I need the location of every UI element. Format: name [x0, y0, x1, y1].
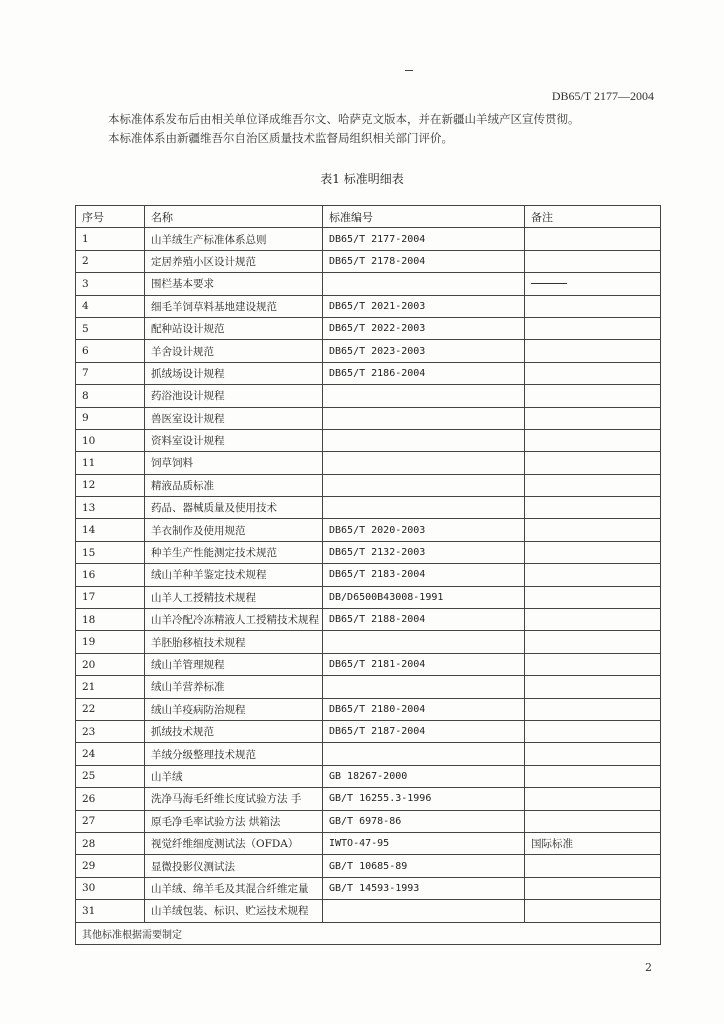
cell-name: 配种站设计规范: [145, 317, 323, 339]
cell-no: 10: [76, 429, 145, 451]
cell-code: GB/T 10685-89: [323, 855, 525, 877]
table-row: [76, 295, 661, 317]
cell-name: 围栏基本要求: [145, 273, 323, 295]
cell-no: 29: [76, 855, 145, 877]
cell-note: [525, 743, 661, 765]
cell-code: [323, 452, 525, 474]
cell-no: 15: [76, 541, 145, 563]
intro-line-1: 本标准体系发布后由相关单位译成维吾尔文、哈萨克文版本，并在新疆山羊绒产区宣传贯彻。: [108, 112, 580, 126]
cell-no: 18: [76, 609, 145, 631]
cell-no: 28: [76, 832, 145, 854]
cell-name: 视觉纤维细度测试法（OFDA）: [145, 832, 323, 854]
cell-name: 抓绒场设计规程: [145, 362, 323, 384]
cell-note: [525, 855, 661, 877]
cell-note: [525, 653, 661, 675]
cell-no: 25: [76, 765, 145, 787]
table-row: [76, 564, 661, 586]
cell-no: 3: [76, 273, 145, 295]
cell-code: DB65/T 2187-2004: [323, 720, 525, 742]
table-row: [76, 250, 661, 272]
cell-note: [525, 788, 661, 810]
cell-note: [525, 497, 661, 519]
header-no: 序号: [76, 206, 145, 228]
table-row: [76, 407, 661, 429]
cell-code: [323, 497, 525, 519]
document-code: DB65/T 2177—2004: [551, 89, 654, 103]
cell-name: 绒山羊管理规程: [145, 653, 323, 675]
cell-note: [525, 765, 661, 787]
cell-no: 7: [76, 362, 145, 384]
cell-code: DB65/T 2180-2004: [323, 698, 525, 720]
cell-note: [525, 676, 661, 698]
cell-code: DB65/T 2021-2003: [323, 295, 525, 317]
cell-name: 山羊人工授精技术规程: [145, 586, 323, 608]
cell-no: 11: [76, 452, 145, 474]
cell-note: [525, 250, 661, 272]
table-row: [76, 676, 661, 698]
cell-note: [525, 362, 661, 384]
cell-name: 山羊绒生产标准体系总则: [145, 228, 323, 250]
cell-name: 绒山羊种羊鉴定技术规程: [145, 564, 323, 586]
cell-code: [323, 631, 525, 653]
cell-name: 绒山羊疫病防治规程: [145, 698, 323, 720]
cell-note: [525, 474, 661, 496]
table-row: [76, 810, 661, 832]
table-row: [76, 743, 661, 765]
header-dash-mark: [405, 70, 413, 71]
cell-name: 绒山羊营养标准: [145, 676, 323, 698]
cell-code: DB65/T 2022-2003: [323, 317, 525, 339]
cell-note: [525, 564, 661, 586]
header-code: 标准编号: [323, 206, 525, 228]
cell-code: [323, 385, 525, 407]
cell-code: GB 18267-2000: [323, 765, 525, 787]
cell-no: 24: [76, 743, 145, 765]
cell-no: 31: [76, 900, 145, 922]
cell-note: [525, 452, 661, 474]
table-row: [76, 519, 661, 541]
cell-no: 12: [76, 474, 145, 496]
cell-code: DB65/T 2020-2003: [323, 519, 525, 541]
table-row: [76, 855, 661, 877]
table-row: [76, 340, 661, 362]
cell-note: [525, 519, 661, 541]
intro-line-2: 本标准体系由新疆维吾尔自治区质量技术监督局组织相关部门评价。: [108, 131, 453, 145]
cell-name: 细毛羊饲草料基地建设规范: [145, 295, 323, 317]
cell-no: 14: [76, 519, 145, 541]
cell-no: 16: [76, 564, 145, 586]
cell-name: 羊舍设计规范: [145, 340, 323, 362]
cell-name: 资料室设计规程: [145, 429, 323, 451]
table-row: [76, 497, 661, 519]
table-row: [76, 385, 661, 407]
standards-table: [75, 205, 661, 945]
cell-no: 30: [76, 877, 145, 899]
cell-name: 羊胚胎移植技术规程: [145, 631, 323, 653]
cell-name: 山羊绒包装、标识、贮运技术规程: [145, 900, 323, 922]
table-footer-row: [76, 922, 661, 944]
cell-code: DB65/T 2181-2004: [323, 653, 525, 675]
cell-name: 饲草饲料: [145, 452, 323, 474]
cell-note: [525, 877, 661, 899]
header-note: 备注: [525, 206, 661, 228]
table-row: [76, 317, 661, 339]
cell-code: [323, 900, 525, 922]
cell-note: [525, 317, 661, 339]
cell-code: IWTO-47-95: [323, 832, 525, 854]
cell-name: 药品、器械质量及使用技术: [145, 497, 323, 519]
cell-name: 山羊绒、绵羊毛及其混合纤维定量: [145, 877, 323, 899]
cell-code: DB65/T 2186-2004: [323, 362, 525, 384]
cell-name: 原毛净毛率试验方法 烘箱法: [145, 810, 323, 832]
intro-text: [108, 110, 668, 148]
cell-code: [323, 743, 525, 765]
cell-note: [525, 340, 661, 362]
cell-code: DB65/T 2177-2004: [323, 228, 525, 250]
table-row: [76, 586, 661, 608]
cell-no: 21: [76, 676, 145, 698]
table-row: [76, 788, 661, 810]
cell-name: 种羊生产性能测定技术规范: [145, 541, 323, 563]
cell-name: 药浴池设计规程: [145, 385, 323, 407]
table-row: [76, 877, 661, 899]
cell-no: 20: [76, 653, 145, 675]
table-caption: 表1 标准明细表: [320, 172, 404, 186]
cell-note: 国际标准: [525, 832, 661, 854]
cell-code: DB65/T 2023-2003: [323, 340, 525, 362]
cell-name: 洗净马海毛纤维长度试验方法 手: [145, 788, 323, 810]
cell-code: GB/T 16255.3-1996: [323, 788, 525, 810]
cell-note: [525, 385, 661, 407]
cell-code: DB65/T 2188-2004: [323, 609, 525, 631]
cell-note: [525, 228, 661, 250]
cell-note: [525, 631, 661, 653]
cell-code: GB/T 6978-86: [323, 810, 525, 832]
cell-no: 23: [76, 720, 145, 742]
cell-note: [525, 407, 661, 429]
cell-note: [525, 698, 661, 720]
cell-note: [525, 295, 661, 317]
cell-name: 羊绒分级整理技术规范: [145, 743, 323, 765]
cell-no: 26: [76, 788, 145, 810]
cell-no: 5: [76, 317, 145, 339]
table-row: [76, 362, 661, 384]
cell-no: 13: [76, 497, 145, 519]
cell-note: [525, 586, 661, 608]
cell-no: 22: [76, 698, 145, 720]
table-row: [76, 474, 661, 496]
table-row: [76, 452, 661, 474]
cell-no: 17: [76, 586, 145, 608]
cell-code: DB65/T 2183-2004: [323, 564, 525, 586]
cell-note: [525, 429, 661, 451]
cell-code: GB/T 14593-1993: [323, 877, 525, 899]
cell-note: [525, 810, 661, 832]
cell-code: [323, 273, 525, 295]
table-footer-note: 其他标准根据需要制定: [76, 922, 661, 944]
cell-code: DB65/T 2132-2003: [323, 541, 525, 563]
table-row: [76, 900, 661, 922]
table-header-row: [76, 206, 661, 228]
cell-name: 山羊冷配冷冻精液人工授精技术规程: [145, 609, 323, 631]
cell-name: 显微投影仪测试法: [145, 855, 323, 877]
cell-no: 19: [76, 631, 145, 653]
cell-code: DB/D6500B43008-1991: [323, 586, 525, 608]
cell-name: 精液品质标准: [145, 474, 323, 496]
table-row: [76, 541, 661, 563]
cell-name: 山羊绒: [145, 765, 323, 787]
cell-name: 羊衣制作及使用规范: [145, 519, 323, 541]
cell-code: [323, 407, 525, 429]
table-row: [76, 698, 661, 720]
cell-no: 8: [76, 385, 145, 407]
cell-name: 兽医室设计规程: [145, 407, 323, 429]
cell-name: 定居养殖小区设计规范: [145, 250, 323, 272]
table-row: [76, 609, 661, 631]
note-dash-mark: [531, 283, 567, 284]
cell-code: [323, 676, 525, 698]
cell-no: 27: [76, 810, 145, 832]
table-body: [76, 228, 661, 922]
table-row: [76, 765, 661, 787]
cell-code: [323, 474, 525, 496]
table-row: [76, 653, 661, 675]
table-row: [76, 720, 661, 742]
header-name: 名称: [145, 206, 323, 228]
page-number: 2: [645, 961, 652, 974]
cell-no: 1: [76, 228, 145, 250]
table-row: [76, 228, 661, 250]
cell-code: [323, 429, 525, 451]
table-row: [76, 631, 661, 653]
table-row: [76, 429, 661, 451]
cell-no: 9: [76, 407, 145, 429]
cell-no: 6: [76, 340, 145, 362]
cell-note: [525, 609, 661, 631]
cell-note: [525, 900, 661, 922]
cell-no: 2: [76, 250, 145, 272]
table-row: [76, 832, 661, 854]
cell-note: [525, 273, 661, 295]
cell-no: 4: [76, 295, 145, 317]
cell-note: [525, 720, 661, 742]
cell-note: [525, 541, 661, 563]
table-row: [76, 273, 661, 295]
cell-code: DB65/T 2178-2004: [323, 250, 525, 272]
cell-name: 抓绒技术规范: [145, 720, 323, 742]
